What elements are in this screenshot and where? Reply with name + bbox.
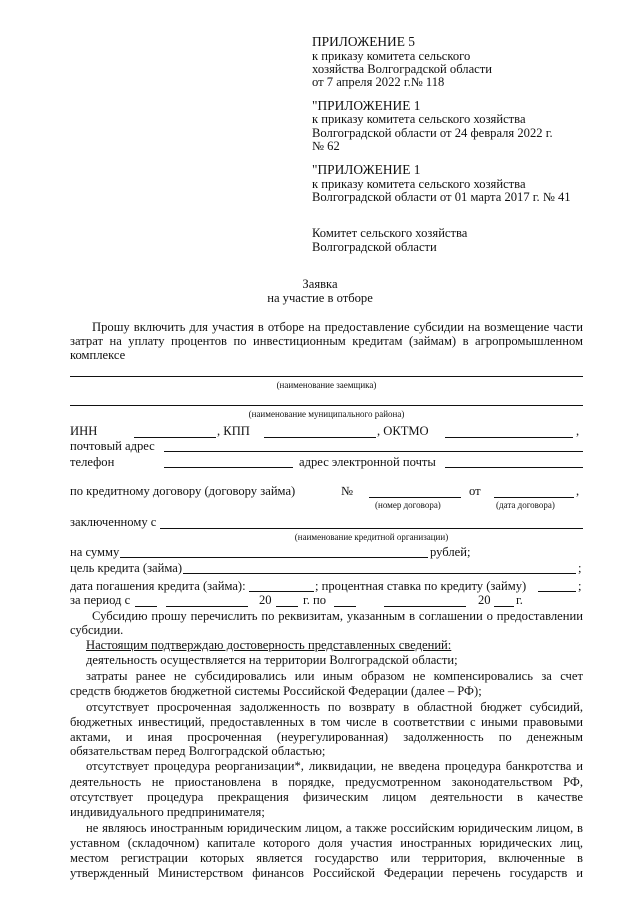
confirm-item: отсутствует просроченная задолженность по возврату в областной бюджет субсидий, <box>86 700 583 714</box>
period-from-year-field[interactable] <box>276 606 298 607</box>
semicolon: ; <box>578 579 582 593</box>
kpp-label: , КПП <box>217 424 250 438</box>
period-to-label: г. по <box>303 593 327 607</box>
confirm-item: затраты ранее не субсидировались или иным образом не компенсировались за счет <box>86 669 583 683</box>
comma: , <box>576 424 580 438</box>
intro-line: затрат на уплату процентов по инвестиционным кредитам (займам) в агропромышленном <box>70 334 583 348</box>
rate-field[interactable] <box>538 591 576 592</box>
year-prefix: 20 <box>478 593 491 607</box>
period-to-day-field[interactable] <box>334 606 356 607</box>
confirm-item: средств бюджетов бюджетной системы Российской Федерации (далее – РФ); <box>70 684 482 698</box>
amount-field[interactable] <box>120 557 428 558</box>
confirm-item: обязательствам перед Волгоградской областью; <box>70 744 326 758</box>
period-label: за период с <box>70 593 131 607</box>
kpp-field[interactable] <box>264 437 376 438</box>
inn-field[interactable] <box>134 437 216 438</box>
repay-label: дата погашения кредита (займа): <box>70 579 246 593</box>
postal-label: почтовый адрес <box>70 439 155 453</box>
contract-number-field[interactable] <box>369 497 461 498</box>
rate-label: ; процентная ставка по кредиту (займу) <box>315 579 527 593</box>
oktmo-label: , ОКТМО <box>377 424 429 438</box>
period-from-month-field[interactable] <box>166 606 248 607</box>
confirm-item: актами, и иная просроченная (неурегулированная) задолженность по денежным <box>70 730 583 744</box>
from-label: от <box>469 484 481 498</box>
postal-address-field[interactable] <box>164 451 583 452</box>
document-title: Заявка <box>302 277 338 291</box>
confirm-item: индивидуального предпринимателя; <box>70 805 265 819</box>
email-label: адрес электронной почты <box>299 455 436 469</box>
appendix-1-line: к приказу комитета сельского хозяйства <box>312 112 526 126</box>
loan-label: по кредитному договору (договору займа) <box>70 484 296 498</box>
repay-date-field[interactable] <box>249 591 314 592</box>
borrower-caption: (наименование заемщика) <box>276 380 377 390</box>
inn-label: ИНН <box>70 424 98 438</box>
concluded-label: заключенному с <box>70 515 157 529</box>
confirm-item: утвержденный Министерством финансов Российской Федерации перечень государств и <box>70 866 583 880</box>
amount-label: на сумму <box>70 545 120 559</box>
purpose-field[interactable] <box>183 573 576 574</box>
appendix-5-line: хозяйства Волгоградской области <box>312 62 493 76</box>
appendix-1-line: Волгоградской области от 24 февраля 2022 г. <box>312 126 553 140</box>
intro-line: Прошу включить для участия в отборе на предоставление субсидии на возмещение части <box>92 320 583 334</box>
borrower-name-field[interactable] <box>70 376 583 377</box>
appendix-1-line: к приказу комитета сельского хозяйства <box>312 177 526 191</box>
period-to-year-field[interactable] <box>494 606 514 607</box>
subsidy-line: субсидии. <box>70 623 124 637</box>
appendix-1-line: № 62 <box>312 139 340 153</box>
contract-date-field[interactable] <box>494 497 574 498</box>
confirm-item: местом регистрации которых является государство или территория, включенные в <box>70 851 583 865</box>
document-subtitle: на участие в отборе <box>267 291 373 305</box>
period-from-day-field[interactable] <box>135 606 157 607</box>
confirm-heading: Настоящим подтверждаю достоверность представленных сведений: <box>86 638 452 652</box>
confirm-item: уставном (складочном) капитале которого доля участия иностранных юридических лиц, <box>70 836 583 850</box>
appendix-5-line: от 7 апреля 2022 г.№ 118 <box>312 75 445 89</box>
confirm-item: отсутствует процедура прекращения физическим лицом деятельности в качестве <box>70 790 583 804</box>
appendix-5-title: ПРИЛОЖЕНИЕ 5 <box>312 34 415 49</box>
number-sign: № <box>341 484 354 498</box>
confirm-item: не являюсь иностранным юридическим лицом, а также российским юридическим лицом, в <box>86 821 583 835</box>
purpose-label: цель кредита (займа) <box>70 561 183 575</box>
credit-org-field[interactable] <box>160 528 583 529</box>
confirm-item: деятельность осуществляется на территории Волгоградской области; <box>86 653 458 667</box>
addressee-line: Волгоградской области <box>312 240 437 254</box>
semicolon: ; <box>578 561 582 575</box>
addressee-line: Комитет сельского хозяйства <box>312 226 468 240</box>
confirm-item: бюджетных инвестиций, предоставленных в том числе в соответствии с иными правовыми <box>70 715 583 729</box>
confirm-item: деятельность не приостановлена в порядке, предусмотренном законодательством РФ, <box>70 775 583 789</box>
confirm-item: отсутствует процедура реорганизации*, ликвидации, не введена процедура банкротства и <box>86 759 583 773</box>
rubles-label: рублей; <box>430 545 471 559</box>
phone-field[interactable] <box>164 467 293 468</box>
oktmo-field[interactable] <box>445 437 573 438</box>
district-field[interactable] <box>70 405 583 406</box>
appendix-1-title: "ПРИЛОЖЕНИЕ 1 <box>312 162 421 177</box>
appendix-1-title: "ПРИЛОЖЕНИЕ 1 <box>312 98 421 113</box>
appendix-1-line: Волгоградской области от 01 марта 2017 г. № 41 <box>312 190 571 204</box>
year-suffix: г. <box>516 593 523 607</box>
email-field[interactable] <box>445 467 583 468</box>
appendix-5-line: к приказу комитета сельского <box>312 49 471 63</box>
intro-line: комплексе <box>70 348 126 362</box>
district-caption: (наименование муниципального района) <box>248 409 405 419</box>
period-to-month-field[interactable] <box>384 606 466 607</box>
phone-label: телефон <box>70 455 115 469</box>
credit-org-caption: (наименование кредитной организации) <box>294 532 449 542</box>
subsidy-line: Субсидию прошу перечислить по реквизитам, указанным в соглашении о предоставлении <box>92 609 583 623</box>
year-prefix: 20 <box>259 593 272 607</box>
comma: , <box>576 484 580 498</box>
contract-number-caption: (номер договора) <box>375 500 441 510</box>
contract-date-caption: (дата договора) <box>496 500 555 510</box>
